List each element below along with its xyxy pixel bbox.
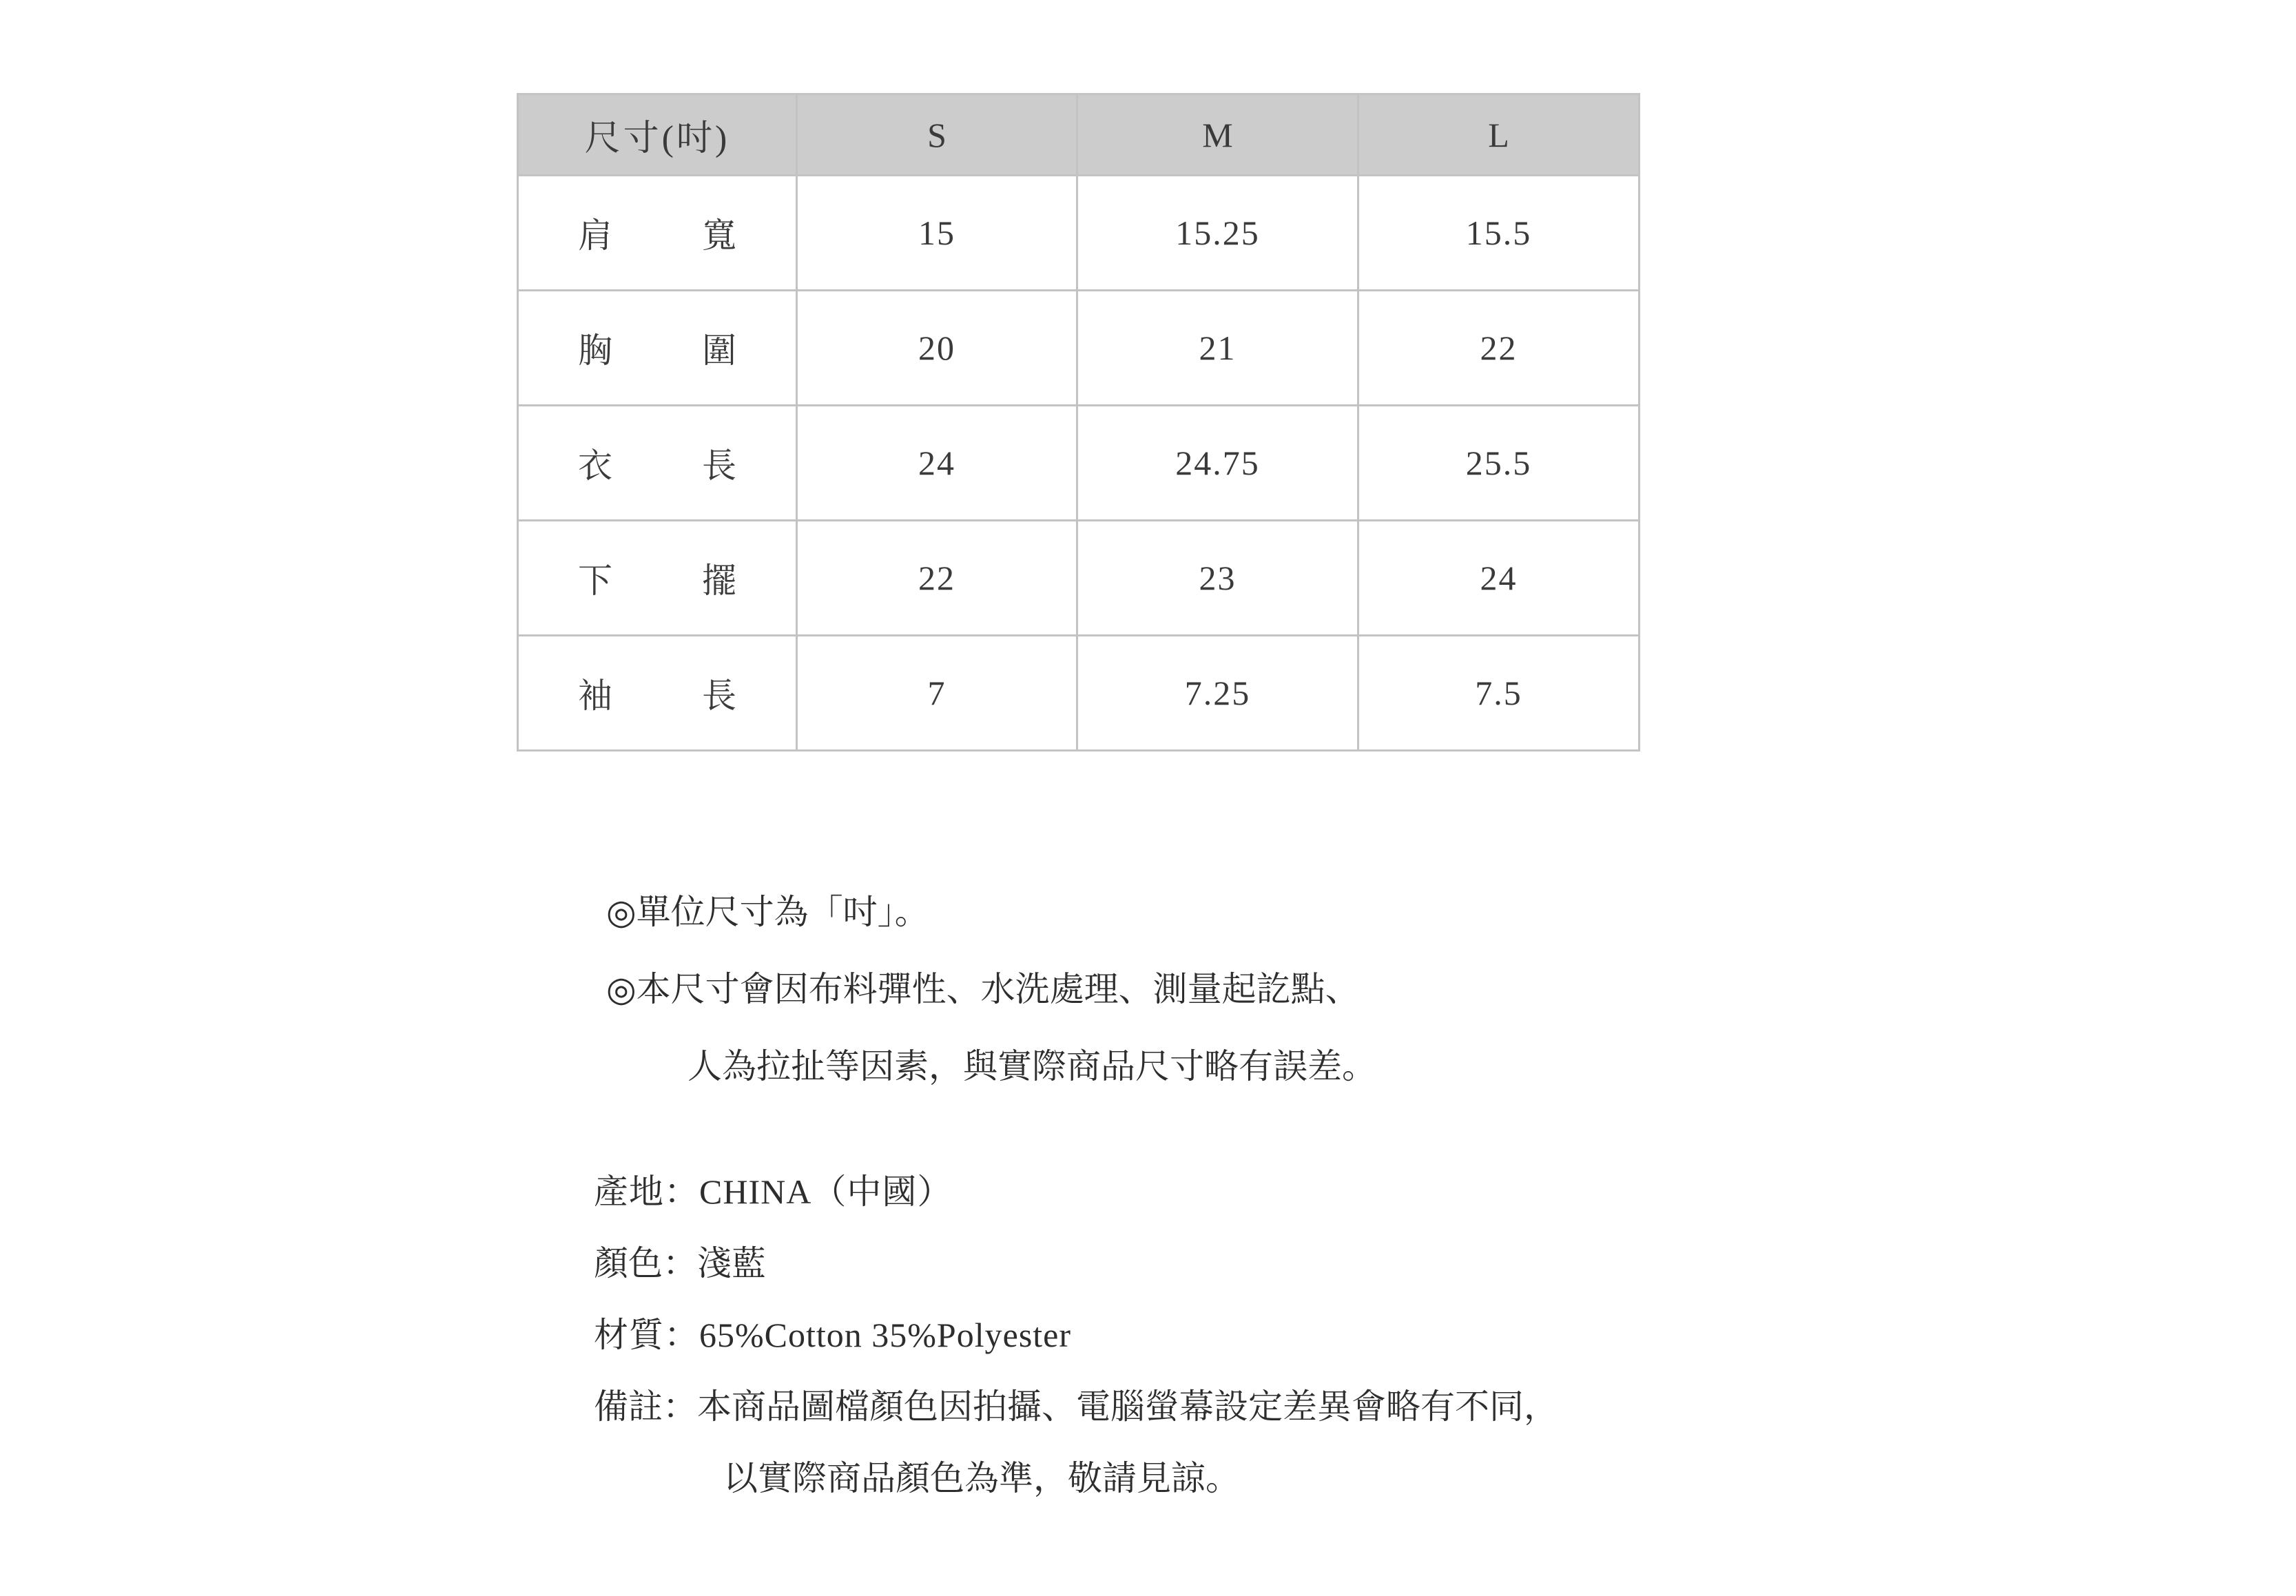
cell-length-m: 24.75 [1077,406,1358,521]
note-tolerance-continued: 人為拉扯等因素，與實際商品尺寸略有誤差。 [687,1047,1376,1086]
column-header-size-m: M [1077,94,1358,176]
detail-origin: 產地：CHINA（中國） [594,1172,953,1211]
detail-material: 材質：65%Cotton 35%Polyester [594,1316,1072,1354]
cell-length-s: 24 [797,406,1077,521]
row-label-text: 胸圍 [578,331,736,370]
column-header-measurement: 尺寸(吋) [518,94,797,176]
cell-hem-l: 24 [1358,521,1640,636]
cell-bust-l: 22 [1358,291,1640,406]
row-label-length [518,406,797,521]
table-row [518,176,1640,291]
row-label-text: 袖長 [578,676,736,715]
row-label-hem [518,521,797,636]
detail-remark: 備註：本商品圖檔顏色因拍攝、電腦螢幕設定差異會略有不同， [594,1387,1558,1426]
row-label-text: 肩寬 [578,216,736,255]
cell-shoulder-l: 15.5 [1358,176,1640,291]
cell-sleeve-m: 7.25 [1077,636,1358,751]
cell-shoulder-s: 15 [797,176,1077,291]
table-row [518,291,1640,406]
cell-length-l: 25.5 [1358,406,1640,521]
cell-bust-m: 21 [1077,291,1358,406]
cell-hem-s: 22 [797,521,1077,636]
column-header-size-l: L [1358,94,1640,176]
detail-color: 顏色：淺藍 [594,1244,766,1283]
note-tolerance: ◎本尺寸會因布料彈性、水洗處理、測量起訖點、 [606,970,1360,1008]
column-header-size-s: S [797,94,1077,176]
row-label-shoulder [518,176,797,291]
row-label-text: 下擺 [578,561,736,600]
measurement-notes [606,873,1777,1105]
table-row [518,521,1640,636]
table-row [518,636,1640,751]
row-label-sleeve [518,636,797,751]
cell-hem-m: 23 [1077,521,1358,636]
cell-sleeve-s: 7 [797,636,1077,751]
size-chart-table [517,93,1640,752]
size-chart-header-row [518,94,1640,176]
cell-sleeve-l: 7.5 [1358,636,1640,751]
note-unit: ◎單位尺寸為「吋」。 [606,893,929,931]
row-label-bust [518,291,797,406]
detail-remark-continued: 以實際商品顏色為準，敬請見諒。 [723,1459,1240,1497]
size-chart-body [518,176,1640,751]
size-chart-table-container [517,93,1638,752]
cell-shoulder-m: 15.25 [1077,176,1358,291]
product-details [594,1156,1903,1514]
cell-bust-s: 20 [797,291,1077,406]
row-label-text: 衣長 [578,446,736,485]
table-row [518,406,1640,521]
